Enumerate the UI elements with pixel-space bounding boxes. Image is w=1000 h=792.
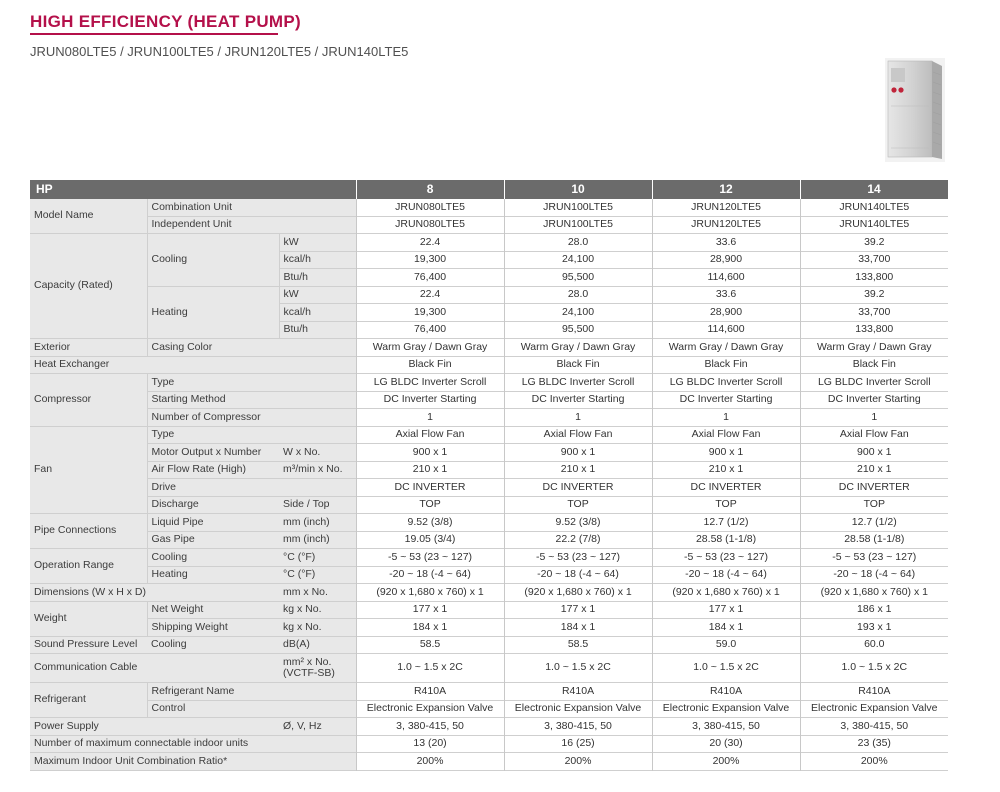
unit-label bbox=[279, 654, 356, 683]
cell: 1.0 ~ 1.5 x 2C bbox=[652, 654, 800, 683]
cell: 28,900 bbox=[652, 251, 800, 269]
unit-label: m³/min x No. bbox=[279, 461, 356, 479]
unit-label: °C (°F) bbox=[279, 549, 356, 567]
cell: 33,700 bbox=[800, 304, 948, 322]
cell: 22.4 bbox=[356, 286, 504, 304]
cell: Axial Flow Fan bbox=[652, 426, 800, 444]
cell: R410A bbox=[356, 683, 504, 701]
cell: 28.0 bbox=[504, 234, 652, 252]
cell: JRUN120LTE5 bbox=[652, 199, 800, 216]
cell: 193 x 1 bbox=[800, 619, 948, 637]
cell: R410A bbox=[504, 683, 652, 701]
cell: 33,700 bbox=[800, 251, 948, 269]
cell: 19,300 bbox=[356, 251, 504, 269]
cell: 1 bbox=[800, 409, 948, 427]
unit-label: Btu/h bbox=[279, 321, 356, 339]
table-row bbox=[30, 286, 948, 304]
unit-label: kg x No. bbox=[279, 601, 356, 619]
cell: (920 x 1,680 x 760) x 1 bbox=[504, 584, 652, 602]
unit-label: mm (inch) bbox=[279, 531, 356, 549]
cell: DC Inverter Starting bbox=[800, 391, 948, 409]
row-label: Cooling bbox=[147, 636, 279, 654]
cell: 58.5 bbox=[356, 636, 504, 654]
cell: 133,800 bbox=[800, 321, 948, 339]
cell: 1 bbox=[356, 409, 504, 427]
cell: 59.0 bbox=[652, 636, 800, 654]
row-label: Type bbox=[147, 374, 356, 392]
row-label: Discharge bbox=[147, 496, 279, 514]
unit-label: W x No. bbox=[279, 444, 356, 462]
cell: Warm Gray / Dawn Gray bbox=[504, 339, 652, 357]
cell: 22.2 (7/8) bbox=[504, 531, 652, 549]
cell: DC Inverter Starting bbox=[356, 391, 504, 409]
cell: DC INVERTER bbox=[356, 479, 504, 497]
cell: 16 (25) bbox=[504, 735, 652, 753]
row-label: Liquid Pipe bbox=[147, 514, 279, 532]
cell: 184 x 1 bbox=[356, 619, 504, 637]
cell: 3, 380-415, 50 bbox=[652, 718, 800, 736]
cell: 19.05 (3/4) bbox=[356, 531, 504, 549]
cell: DC INVERTER bbox=[504, 479, 652, 497]
cell: Electronic Expansion Valve bbox=[504, 700, 652, 718]
outdoor-unit-image bbox=[885, 58, 945, 162]
row-label: Air Flow Rate (High) bbox=[147, 461, 279, 479]
row-group-label: Fan bbox=[30, 426, 147, 514]
cell: 39.2 bbox=[800, 234, 948, 252]
table-row bbox=[30, 619, 948, 637]
unit-label: Side / Top bbox=[279, 496, 356, 514]
cell: 28.58 (1-1/8) bbox=[652, 531, 800, 549]
cell: 28.0 bbox=[504, 286, 652, 304]
unit-label: Btu/h bbox=[279, 269, 356, 287]
cell: R410A bbox=[800, 683, 948, 701]
col-header: 8 bbox=[356, 180, 504, 199]
cell: Axial Flow Fan bbox=[504, 426, 652, 444]
cell: Warm Gray / Dawn Gray bbox=[800, 339, 948, 357]
row-label: Combination Unit bbox=[147, 199, 356, 216]
table-row bbox=[30, 339, 948, 357]
cell: TOP bbox=[504, 496, 652, 514]
cell: Electronic Expansion Valve bbox=[356, 700, 504, 718]
unit-label: kW bbox=[279, 234, 356, 252]
cell: JRUN120LTE5 bbox=[652, 216, 800, 234]
unit-label: °C (°F) bbox=[279, 566, 356, 584]
col-header: 14 bbox=[800, 180, 948, 199]
cell: 177 x 1 bbox=[652, 601, 800, 619]
cell: (920 x 1,680 x 760) x 1 bbox=[800, 584, 948, 602]
row-label: Gas Pipe bbox=[147, 531, 279, 549]
row-group-label: Maximum Indoor Unit Combination Ratio* bbox=[30, 753, 356, 771]
row-label: Drive bbox=[147, 479, 356, 497]
cell: 19,300 bbox=[356, 304, 504, 322]
cell: 9.52 (3/8) bbox=[356, 514, 504, 532]
cell: TOP bbox=[356, 496, 504, 514]
cell: LG BLDC Inverter Scroll bbox=[652, 374, 800, 392]
table-row bbox=[30, 753, 948, 771]
cell: Black Fin bbox=[800, 356, 948, 374]
cell: 1.0 ~ 1.5 x 2C bbox=[800, 654, 948, 683]
cell: Black Fin bbox=[504, 356, 652, 374]
table-row bbox=[30, 735, 948, 753]
cell: Black Fin bbox=[652, 356, 800, 374]
cell: 114,600 bbox=[652, 269, 800, 287]
cell: (920 x 1,680 x 760) x 1 bbox=[356, 584, 504, 602]
cell: 3, 380-415, 50 bbox=[800, 718, 948, 736]
cell: -20 ~ 18 (-4 ~ 64) bbox=[356, 566, 504, 584]
table-row bbox=[30, 391, 948, 409]
cell: (920 x 1,680 x 760) x 1 bbox=[652, 584, 800, 602]
cell: 12.7 (1/2) bbox=[800, 514, 948, 532]
cell: 28,900 bbox=[652, 304, 800, 322]
table-row bbox=[30, 718, 948, 736]
unit-label: kcal/h bbox=[279, 304, 356, 322]
table-row bbox=[30, 461, 948, 479]
table-row bbox=[30, 444, 948, 462]
table-row bbox=[30, 234, 948, 252]
table-row bbox=[30, 479, 948, 497]
table-row bbox=[30, 356, 948, 374]
row-label: Number of Compressor bbox=[147, 409, 356, 427]
cell: LG BLDC Inverter Scroll bbox=[504, 374, 652, 392]
cell: Axial Flow Fan bbox=[356, 426, 504, 444]
row-label: Control bbox=[147, 700, 356, 718]
cell: 900 x 1 bbox=[504, 444, 652, 462]
cell: 200% bbox=[356, 753, 504, 771]
cell: 23 (35) bbox=[800, 735, 948, 753]
cell: 210 x 1 bbox=[800, 461, 948, 479]
row-label: Casing Color bbox=[147, 339, 356, 357]
table-row bbox=[30, 700, 948, 718]
row-label: Cooling bbox=[147, 549, 279, 567]
cell: JRUN100LTE5 bbox=[504, 199, 652, 216]
cell: 22.4 bbox=[356, 234, 504, 252]
cell: 9.52 (3/8) bbox=[504, 514, 652, 532]
cell: 24,100 bbox=[504, 304, 652, 322]
cell: 186 x 1 bbox=[800, 601, 948, 619]
table-row bbox=[30, 683, 948, 701]
cell: DC Inverter Starting bbox=[504, 391, 652, 409]
row-label: Type bbox=[147, 426, 356, 444]
row-group-label: Refrigerant bbox=[30, 683, 147, 718]
cell: R410A bbox=[652, 683, 800, 701]
cell: 95,500 bbox=[504, 321, 652, 339]
cell: 76,400 bbox=[356, 269, 504, 287]
cell: -5 ~ 53 (23 ~ 127) bbox=[652, 549, 800, 567]
cell: 1.0 ~ 1.5 x 2C bbox=[504, 654, 652, 683]
cell: 184 x 1 bbox=[504, 619, 652, 637]
row-label: Starting Method bbox=[147, 391, 356, 409]
unit-label: mm x No. bbox=[279, 584, 356, 602]
row-label: Independent Unit bbox=[147, 216, 356, 234]
row-group-label: Pipe Connections bbox=[30, 514, 147, 549]
cell: TOP bbox=[800, 496, 948, 514]
col-header: 10 bbox=[504, 180, 652, 199]
row-group-label: Exterior bbox=[30, 339, 147, 357]
cell: TOP bbox=[652, 496, 800, 514]
cell: Warm Gray / Dawn Gray bbox=[356, 339, 504, 357]
cell: DC INVERTER bbox=[800, 479, 948, 497]
cell: 3, 380-415, 50 bbox=[356, 718, 504, 736]
cell: 177 x 1 bbox=[356, 601, 504, 619]
cell: -20 ~ 18 (-4 ~ 64) bbox=[652, 566, 800, 584]
row-group-label: Compressor bbox=[30, 374, 147, 427]
row-group-label: Weight bbox=[30, 601, 147, 636]
row-label: Net Weight bbox=[147, 601, 279, 619]
spec-table bbox=[30, 180, 949, 771]
cell: 76,400 bbox=[356, 321, 504, 339]
cell: 95,500 bbox=[504, 269, 652, 287]
cell: 33.6 bbox=[652, 286, 800, 304]
cell: LG BLDC Inverter Scroll bbox=[356, 374, 504, 392]
table-row bbox=[30, 216, 948, 234]
cell: 200% bbox=[800, 753, 948, 771]
title-underline bbox=[30, 33, 278, 35]
cell: 114,600 bbox=[652, 321, 800, 339]
cell: 12.7 (1/2) bbox=[652, 514, 800, 532]
row-label: Cooling bbox=[147, 234, 279, 287]
table-row bbox=[30, 584, 948, 602]
cell: 210 x 1 bbox=[652, 461, 800, 479]
cell: DC INVERTER bbox=[652, 479, 800, 497]
cell: -20 ~ 18 (-4 ~ 64) bbox=[504, 566, 652, 584]
table-row bbox=[30, 426, 948, 444]
row-label: Refrigerant Name bbox=[147, 683, 356, 701]
hp-header: HP bbox=[30, 180, 356, 199]
table-header-row bbox=[30, 180, 948, 199]
cell: 1 bbox=[652, 409, 800, 427]
table-row bbox=[30, 514, 948, 532]
cell: JRUN100LTE5 bbox=[504, 216, 652, 234]
row-group-label: Communication Cable bbox=[30, 654, 279, 683]
unit-line: (VCTF-SB) bbox=[283, 667, 335, 679]
cell: 133,800 bbox=[800, 269, 948, 287]
cell: 58.5 bbox=[504, 636, 652, 654]
cell: 177 x 1 bbox=[504, 601, 652, 619]
cell: 20 (30) bbox=[652, 735, 800, 753]
table-row bbox=[30, 601, 948, 619]
unit-label: mm (inch) bbox=[279, 514, 356, 532]
cell: 200% bbox=[652, 753, 800, 771]
row-group-label: Heat Exchanger bbox=[30, 356, 356, 374]
cell: DC Inverter Starting bbox=[652, 391, 800, 409]
cell: -5 ~ 53 (23 ~ 127) bbox=[356, 549, 504, 567]
row-group-label: Dimensions (W x H x D) bbox=[30, 584, 279, 602]
page-title: HIGH EFFICIENCY (HEAT PUMP) bbox=[30, 12, 301, 31]
table-row bbox=[30, 654, 948, 683]
cell: Black Fin bbox=[356, 356, 504, 374]
table-row bbox=[30, 636, 948, 654]
cell: 200% bbox=[504, 753, 652, 771]
cell: 60.0 bbox=[800, 636, 948, 654]
cell: LG BLDC Inverter Scroll bbox=[800, 374, 948, 392]
cell: 24,100 bbox=[504, 251, 652, 269]
row-group-label: Model Name bbox=[30, 199, 147, 234]
row-group-label: Capacity (Rated) bbox=[30, 234, 147, 339]
model-list: JRUN080LTE5 / JRUN100LTE5 / JRUN120LTE5 / JRUN140LTE5 bbox=[30, 44, 409, 59]
cell: JRUN080LTE5 bbox=[356, 199, 504, 216]
cell: -5 ~ 53 (23 ~ 127) bbox=[800, 549, 948, 567]
cell: 900 x 1 bbox=[652, 444, 800, 462]
cell: 210 x 1 bbox=[356, 461, 504, 479]
cell: 13 (20) bbox=[356, 735, 504, 753]
table-row bbox=[30, 531, 948, 549]
cell: 1 bbox=[504, 409, 652, 427]
row-label: Shipping Weight bbox=[147, 619, 279, 637]
table-row bbox=[30, 199, 948, 216]
col-header: 12 bbox=[652, 180, 800, 199]
row-group-label: Number of maximum connectable indoor units bbox=[30, 735, 356, 753]
cell: 28.58 (1-1/8) bbox=[800, 531, 948, 549]
cell: 3, 380-415, 50 bbox=[504, 718, 652, 736]
cell: 1.0 ~ 1.5 x 2C bbox=[356, 654, 504, 683]
cell: JRUN080LTE5 bbox=[356, 216, 504, 234]
table-row bbox=[30, 374, 948, 392]
row-label: Motor Output x Number bbox=[147, 444, 279, 462]
table-row bbox=[30, 496, 948, 514]
cell: 184 x 1 bbox=[652, 619, 800, 637]
cell: Electronic Expansion Valve bbox=[800, 700, 948, 718]
table-row bbox=[30, 409, 948, 427]
unit-label: Ø, V, Hz bbox=[279, 718, 356, 736]
table-row bbox=[30, 549, 948, 567]
cell: 900 x 1 bbox=[356, 444, 504, 462]
row-label: Heating bbox=[147, 566, 279, 584]
row-group-label: Operation Range bbox=[30, 549, 147, 584]
cell: JRUN140LTE5 bbox=[800, 216, 948, 234]
cell: 210 x 1 bbox=[504, 461, 652, 479]
cell: Warm Gray / Dawn Gray bbox=[652, 339, 800, 357]
unit-line: mm² x No. bbox=[283, 655, 332, 668]
cell: Axial Flow Fan bbox=[800, 426, 948, 444]
cell: 900 x 1 bbox=[800, 444, 948, 462]
unit-label: kW bbox=[279, 286, 356, 304]
table-row bbox=[30, 566, 948, 584]
unit-label: kg x No. bbox=[279, 619, 356, 637]
row-group-label: Power Supply bbox=[30, 718, 279, 736]
unit-label: kcal/h bbox=[279, 251, 356, 269]
cell: JRUN140LTE5 bbox=[800, 199, 948, 216]
cell: -5 ~ 53 (23 ~ 127) bbox=[504, 549, 652, 567]
cell: 39.2 bbox=[800, 286, 948, 304]
unit-label: dB(A) bbox=[279, 636, 356, 654]
cell: Electronic Expansion Valve bbox=[652, 700, 800, 718]
row-group-label: Sound Pressure Level bbox=[30, 636, 147, 654]
cell: 33.6 bbox=[652, 234, 800, 252]
cell: -20 ~ 18 (-4 ~ 64) bbox=[800, 566, 948, 584]
row-label: Heating bbox=[147, 286, 279, 339]
